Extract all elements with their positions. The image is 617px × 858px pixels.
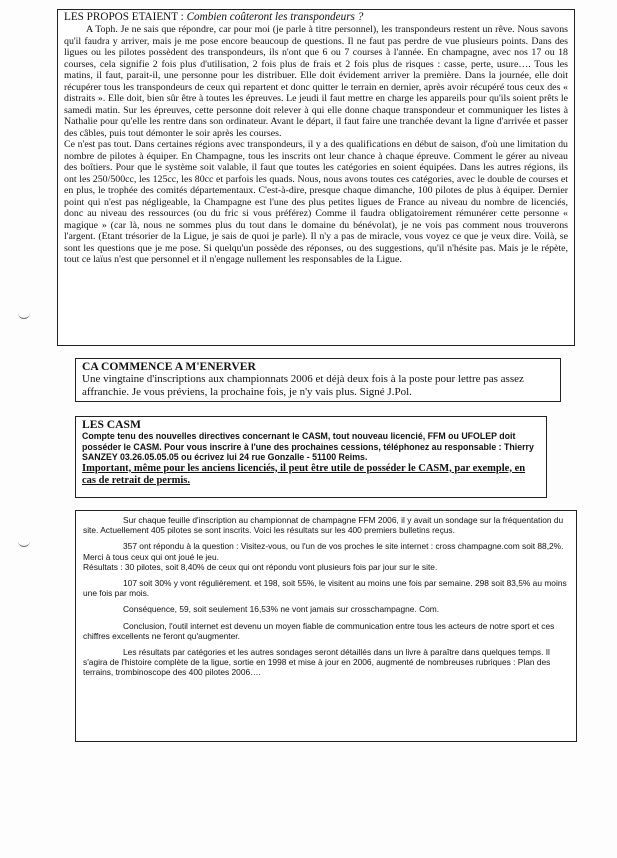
title-question: Combien coûteront les transpondeurs ? bbox=[186, 11, 364, 23]
article-paragraph: Ce n'est pas tout. Dans certaines régions avec transpondeurs, il y a des qualifications en début de saison, d'où une limitation du nombre de pilotes à équiper. En Champagne, tous les inscrits ont leur chance à chaque épreuve. Comment le gérer au niveau des boîtiers. Pour que le système soit valable, il faut que toutes les catégories en soient équipées. Dans les autres régions, ils ont les 250/500cc, les 125cc, les 80cc et parfois les quads. Nous, nous avons toutes ces catégories, avec le double de courses et en plus, le trophée des comités départementaux. C'est-à-dire, presque chaque dimanche, 100 pilotes de plus à équiper. Dernier point qui n'est pas négligeable, la Champagne est l'une des plus petites ligues de France au niveau du nombre de licenciés, donc au niveau des ressources (ou du fric si vous préférez) Comme il faudra obligatoirement rémunérer cette personne « magique » (car là, nous ne sommes plus du tout dans le domaine du bénévolat), je ne vois pas comment nous trouverons l'argent. (Etant trésorier de la Ligue, je sais de quoi je parle). Il n'y a pas de miracle, vous voyez ce que je veux dire. Voilà, se sont les questions que je me pose. Si quelqu'un possède des réponses, ou des suggestions, qu'il n'hésite pas. Mais je le répète, tout ce laïus n'est que personnel et il n'engage nullement les responsables de la Ligue. bbox=[64, 139, 568, 265]
punch-hole-mark bbox=[18, 540, 30, 547]
transponder-article bbox=[57, 9, 575, 346]
punch-hole-mark bbox=[18, 312, 30, 319]
notice-heading: CA COMMENCE A M'ENERVER bbox=[82, 360, 256, 373]
notice-text: Une vingtaine d'inscriptions aux championnats 2006 et déjà deux fois à la poste pour lettre pas assez affranchie. Je vous préviens, la prochaine fois, je n'y vais plus. Signé J.Pol. bbox=[82, 373, 524, 398]
casm-important: Important, même pour les anciens licenciés, il peut être utile de posséder le CASM, par exemple, en cas de retrait de permis. bbox=[82, 462, 526, 486]
survey-paragraph: Conséquence, 59, soit seulement 16,53% ne vont jamais sur crosschampagne. Com. bbox=[123, 604, 440, 615]
casm-notice bbox=[75, 416, 547, 498]
casm-text: Compte tenu des nouvelles directives concernant le CASM, tout nouveau licencié, FFM ou UFOLEP doit posséder le CASM. Pour vous inscrire à l'une des prochaines cessions, téléphonez au responsable : Thierry SANZEY 03.26.05.05.05 ou écrivez lui 24 rue Gonzalle - 51100 Reims. bbox=[82, 431, 534, 462]
article-paragraph: A Toph. Je ne sais que répondre, car pour moi (je parle à titre personnel), les transpondeurs restent un rêve. Nous savons qu'il faudra y arriver, mais je me pose encore beaucoup de questions. Il ne faut pas perdre de vue plusieurs points. Dans des ligues ou les pilotes possèdent des transpondeurs, ils n'ont que 6 ou 7 courses à l'année. En champagne, avec nos 17 ou 18 courses, cela signifie 2 fois plus d'utilisation, 2 fois plus de frais et 2 fois plus de risques : casse, perte, usure…. Tous les matins, il faut, parait-il, une personne pour les distribuer. Elle doit évidement arriver la première. Dans la journée, elle doit récupérer tous les transpondeurs de ceux qui repartent et donc quitter le terrain en dernier, après avoir récupéré tous ceux des « distraits ». Elle doit, bien sûr être à toutes les épreuves. Le jeudi il faut mettre en charge les appareils pour qu'ils soient prêts le samedi matin. Sur les épreuves, cette personne doit relever à qui elle donne chaque transpondeur et communiquer les listes à Nathalie pour qu'elle les rentre dans son ordinateur. Avant le départ, il faut faire une tranchée devant la ligne d'arrivée et passer des câbles, puis tout démonter le soir après les courses. bbox=[64, 24, 568, 139]
survey-paragraph: Conclusion, l'outil internet est devenu un moyen fiable de communication entre tous les acteurs de notre sport et ces chiffres excellents ne feront qu'augmenter. bbox=[83, 620, 555, 641]
article-title bbox=[64, 11, 568, 24]
casm-heading: LES CASM bbox=[82, 418, 141, 431]
survey-results bbox=[75, 510, 577, 742]
survey-paragraph: 107 soit 30% y vont régulièrement. et 198, soit 55%, le visitent au moins une fois par semaine. 298 soit 83,5% au moins une fois par mois. bbox=[83, 578, 567, 599]
survey-paragraph: Sur chaque feuille d'inscription au championnat de champagne FFM 2006, il y avait un sondage sur la fréquentation du site. Actuellement 405 pilotes se sont inscrits. Voici les résultats sur les 400 premiers bulletins reçus. bbox=[83, 515, 564, 536]
title-caps: LES PROPOS ETAIENT : bbox=[64, 11, 184, 23]
survey-paragraph: Les résultats par catégories et les autres sondages seront détaillés dans un livre à paraître dans quelques temps. Il s'agira de l'histoire complète de la ligue, sortie en 1998 et mise à jour en 2006, augmenté de nombreuses rubriques : Plan des terrains, trombinoscope des 400 pilotes 2006…. bbox=[83, 647, 551, 678]
survey-paragraph: 357 ont répondu à la question : Visitez-vous, ou l'un de vos proches le site internet : cross champagne.com soit 88,2%. Merci à tous ceux qui ont joué le jeu. Résultats : 30 pilotes, soit 8,40% de ceux qui ont répondu vont plusieurs fois par jour sur le site. bbox=[83, 541, 564, 572]
complaint-notice bbox=[75, 358, 561, 402]
